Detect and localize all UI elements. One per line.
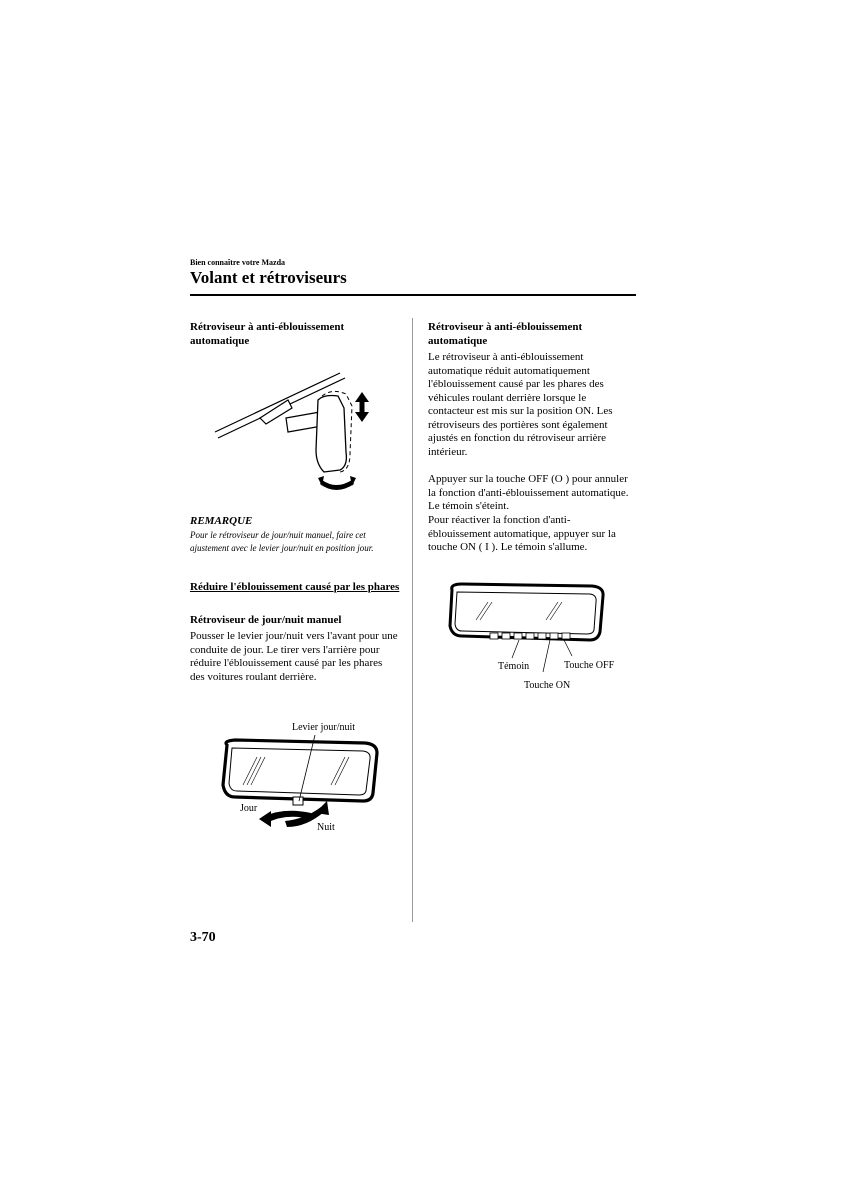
paragraph-auto-description: Le rétroviseur à anti-éblouissement automatique réduit automatiquement l'éblouissement causé par les phares des véhicules roulant derrière lorsque le contacteur est mis sur la position ON. Les rétroviseurs des portières sont également ajustés en fonction du rétroviseur arrière intérieur. <box>428 351 613 458</box>
paragraph-off-button: Appuyer sur la touche OFF (O ) pour annuler la fonction d'anti-éblouissement automatique. Le témoin s'éteint. <box>428 473 629 512</box>
manual-mirror-frame <box>223 740 377 801</box>
figure-manual-mirror <box>215 735 385 835</box>
paragraph-manual-mirror: Pousser le levier jour/nuit vers l'avant pour une conduite de jour. Le tirer vers l'arrière pour réduire l'éblouissement causé par les phares des voitures roulant derrière. <box>190 630 398 683</box>
auto-glare-lines <box>476 602 562 620</box>
day-night-lever <box>293 797 303 805</box>
subheading-reduce-glare: Réduire l'éblouissement causé par les phares <box>190 581 400 593</box>
up-down-arrow-icon <box>355 392 369 422</box>
label-day: Jour <box>240 803 258 814</box>
paragraph-on-button: Pour réactiver la fonction d'anti-éblouissement automatique, appuyer sur la touche ON ( I ). Le témoin s'allume. <box>428 514 616 553</box>
title-rule <box>190 294 636 296</box>
figure-mirror-adjustment <box>210 370 370 495</box>
rotate-arrow-icon <box>318 476 356 490</box>
label-off-button: Touche OFF <box>564 660 615 671</box>
heading-manual-mirror: Rétroviseur de jour/nuit manuel <box>190 614 342 626</box>
auto-mirror-frame <box>450 584 603 640</box>
control-buttons <box>490 633 570 639</box>
label-night: Nuit <box>317 822 335 833</box>
heading-auto-dimming-left: Rétroviseur à anti-éblouissement automatique <box>190 321 345 347</box>
heading-auto-dimming-right: Rétroviseur à anti-éblouissement automatique <box>428 321 583 347</box>
column-divider <box>412 318 413 922</box>
label-lever: Levier jour/nuit <box>292 722 356 733</box>
page-number: 3-70 <box>190 930 216 945</box>
glare-lines <box>243 757 349 785</box>
note-text: Pour le rétroviseur de jour/nuit manuel, faire cet ajustement avec le levier jour/nuit en position jour. <box>190 530 374 554</box>
page-title: Volant et rétroviseurs <box>190 268 347 287</box>
mirror-body <box>316 396 346 473</box>
note-title: REMARQUE <box>190 515 253 527</box>
figure-auto-mirror <box>440 580 610 655</box>
section-label: Bien connaître votre Mazda <box>190 258 286 267</box>
mirror-mount <box>260 400 322 432</box>
label-on-button: Touche ON <box>524 680 571 691</box>
lever-leader-line <box>299 735 315 801</box>
label-indicator: Témoin <box>498 661 530 672</box>
